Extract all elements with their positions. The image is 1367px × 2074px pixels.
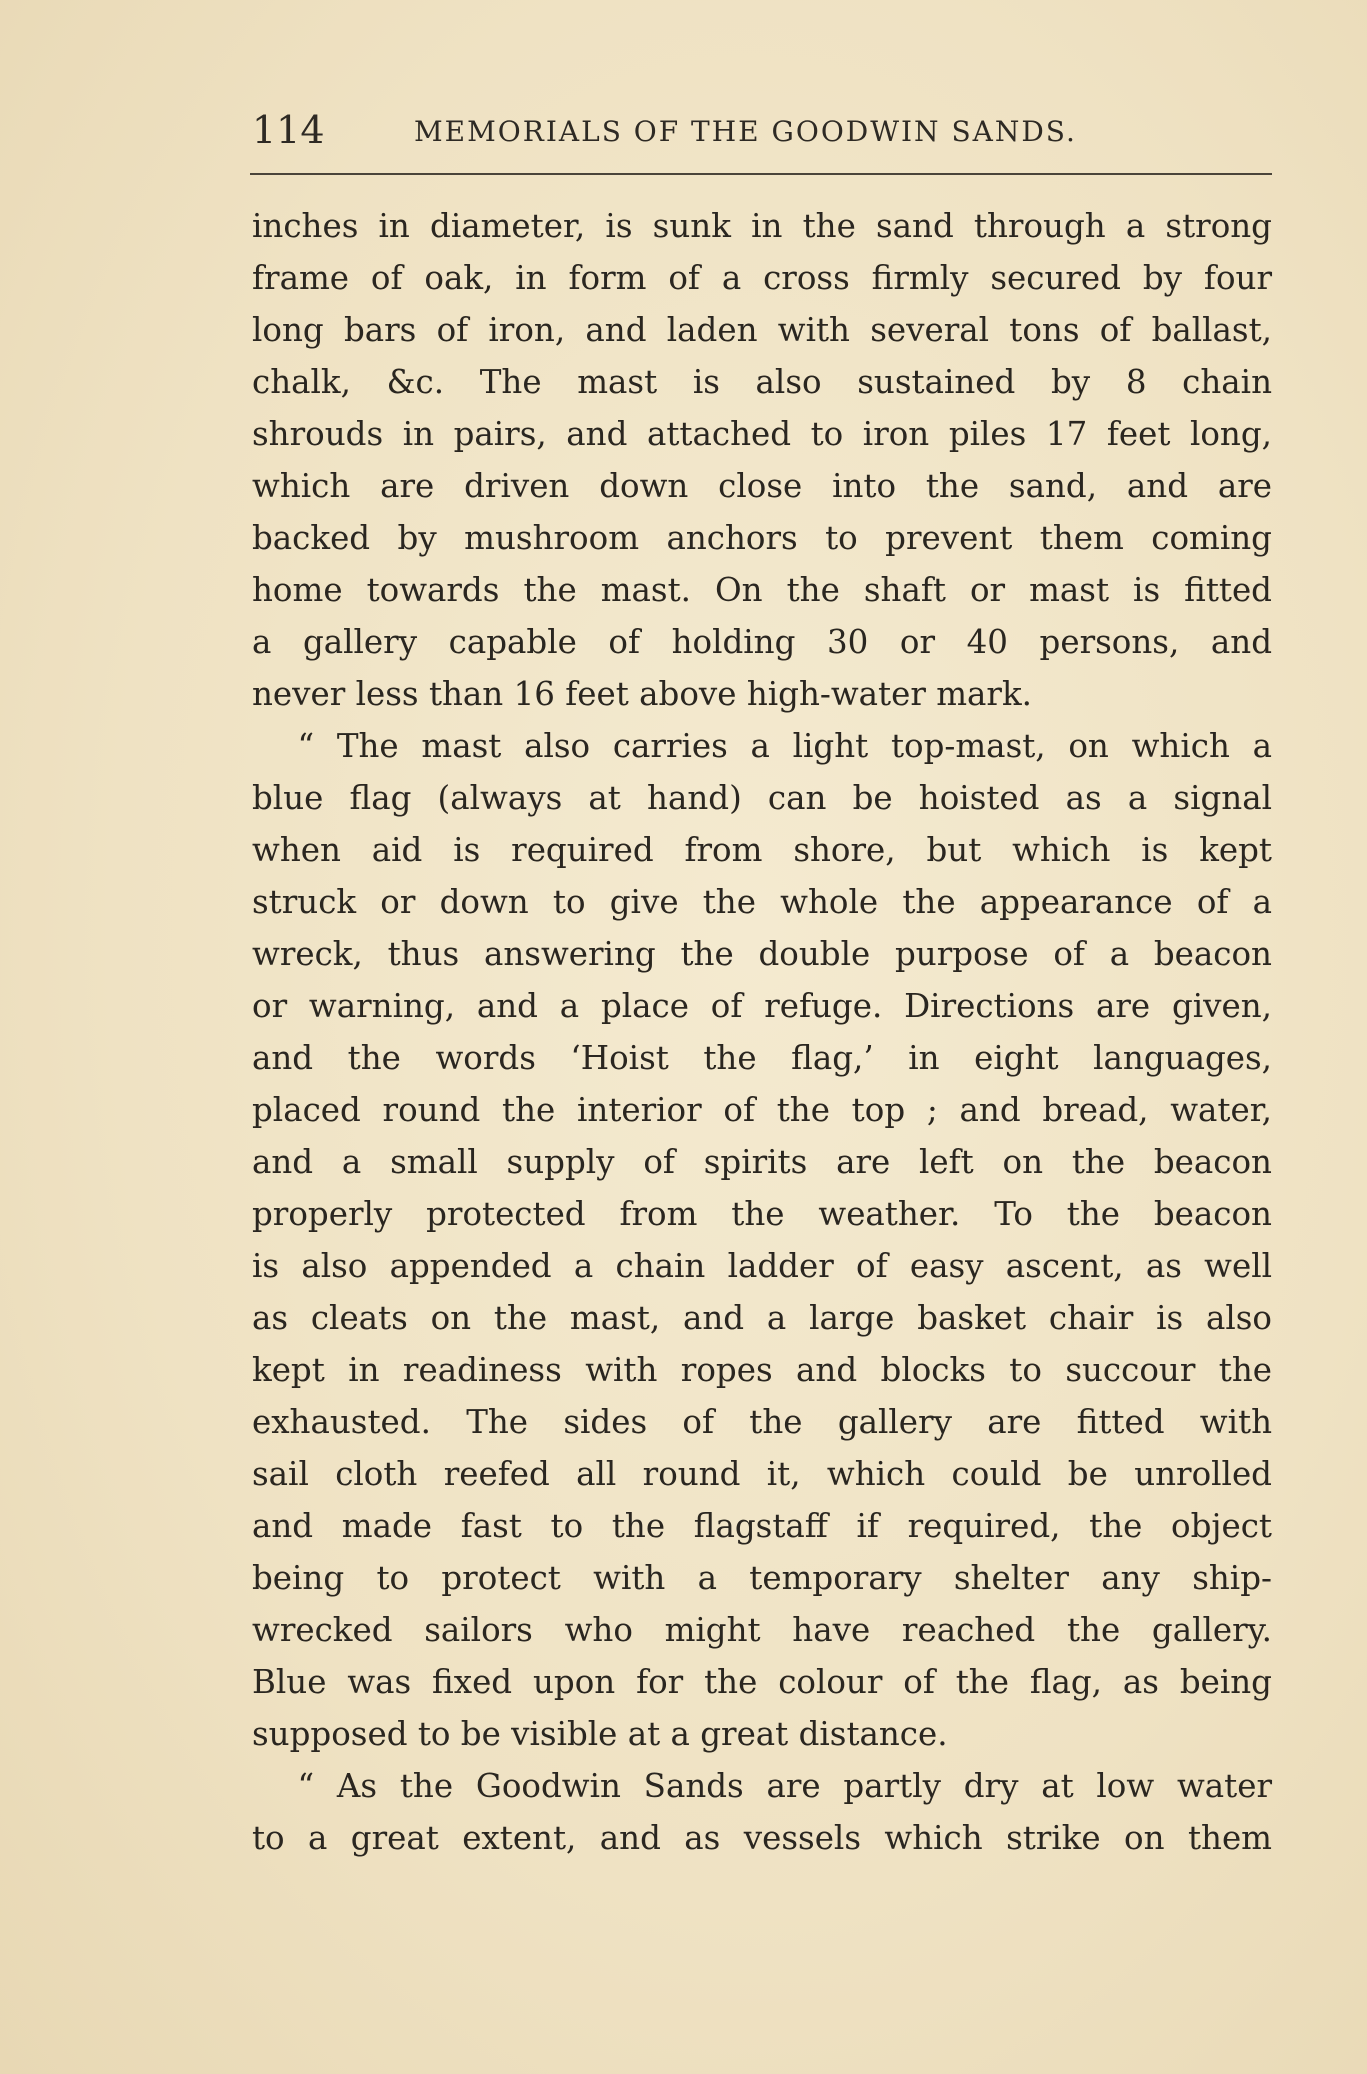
text-line: blue flag (always at hand) can be hoisted as a signal — [252, 779, 1272, 817]
page-header — [252, 106, 1272, 154]
text-line: “ The mast also carries a light top-mast, on which a — [252, 727, 1272, 765]
text-line: backed by mushroom anchors to prevent them coming — [252, 519, 1272, 557]
text-line: sail cloth reefed all round it, which could be unrolled — [252, 1455, 1272, 1493]
text-line: placed round the interior of the top ; and bread, water, — [252, 1091, 1272, 1129]
text-line: long bars of iron, and laden with several tons of ballast, — [252, 311, 1272, 349]
text-line: when aid is required from shore, but which is kept — [252, 831, 1272, 869]
text-line: or warning, and a place of refuge. Directions are given, — [252, 987, 1272, 1025]
body-text — [252, 200, 1272, 1864]
text-line: wrecked sailors who might have reached the gallery. — [252, 1611, 1272, 1649]
page-number: 114 — [252, 108, 325, 152]
text-line: kept in readiness with ropes and blocks to succour the — [252, 1351, 1272, 1389]
text-line: and made fast to the flagstaff if required, the object — [252, 1507, 1272, 1545]
text-line: is also appended a chain ladder of easy ascent, as well — [252, 1247, 1272, 1285]
text-line: never less than 16 feet above high-water mark. — [252, 675, 1032, 713]
text-line: exhausted. The sides of the gallery are fitted with — [252, 1403, 1272, 1441]
text-line: and a small supply of spirits are left on the beacon — [252, 1143, 1272, 1181]
header-rule — [250, 173, 1272, 175]
text-line: as cleats on the mast, and a large basket chair is also — [252, 1299, 1272, 1337]
text-line: struck or down to give the whole the appearance of a — [252, 883, 1272, 921]
text-line: a gallery capable of holding 30 or 40 persons, and — [252, 623, 1272, 661]
text-line: properly protected from the weather. To the beacon — [252, 1195, 1272, 1233]
text-line: Blue was fixed upon for the colour of the flag, as being — [252, 1663, 1272, 1701]
text-line: to a great extent, and as vessels which strike on them — [252, 1819, 1272, 1857]
text-line: frame of oak, in form of a cross firmly secured by four — [252, 259, 1272, 297]
text-line: inches in diameter, is sunk in the sand through a strong — [252, 207, 1272, 245]
text-line: supposed to be visible at a great distance. — [252, 1715, 948, 1753]
text-line: chalk, &c. The mast is also sustained by 8 chain — [252, 363, 1272, 401]
text-line: which are driven down close into the sand, and are — [252, 467, 1272, 505]
text-line: wreck, thus answering the double purpose of a beacon — [252, 935, 1272, 973]
text-line: home towards the mast. On the shaft or mast is fitted — [252, 571, 1272, 609]
text-line: shrouds in pairs, and attached to iron piles 17 feet long, — [252, 415, 1272, 453]
text-line: being to protect with a temporary shelter any ship- — [252, 1559, 1272, 1597]
running-head: MEMORIALS OF THE GOODWIN SANDS. — [414, 115, 1077, 148]
text-line: “ As the Goodwin Sands are partly dry at low water — [252, 1767, 1272, 1805]
text-line: and the words ‘Hoist the flag,’ in eight languages, — [252, 1039, 1272, 1077]
